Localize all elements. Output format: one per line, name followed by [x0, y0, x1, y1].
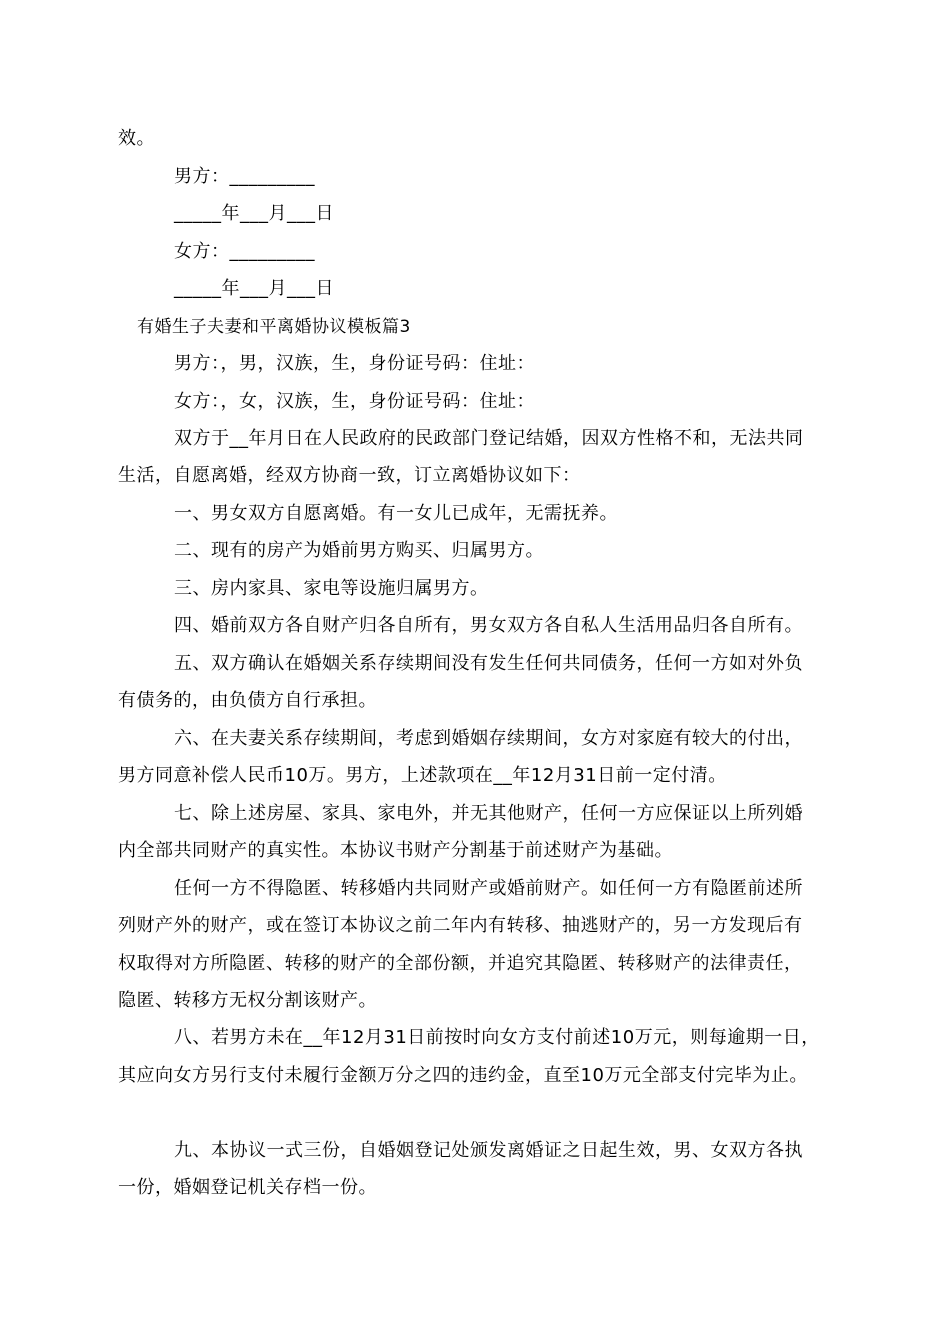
clause-9: 九、本协议一式三份，自婚姻登记处颁发离婚证之日起生效，男、女双方各执 — [174, 1140, 803, 1161]
paragraph-line: 双方于__年月日在人民政府的民政部门登记结婚，因双方性格不和，无法共同 — [174, 428, 804, 449]
clause-3: 三、房内家具、家电等设施归属男方。 — [174, 578, 489, 599]
party-female-info: 女方：，女，汉族，生，身份证号码：住址： — [174, 391, 535, 412]
clause-5-cont: 有债务的，由负债方自行承担。 — [118, 690, 377, 711]
signature-line-male: 男方：_________ — [174, 166, 315, 187]
clause-8: 八、若男方未在__年12月31日前按时向女方支付前述10万元，则每逾期一日， — [174, 1027, 820, 1048]
paragraph-line: 权取得对方所隐匿、转移的财产的全部份额，并追究其隐匿、转移财产的法律责任， — [118, 953, 803, 974]
paragraph-line: 生活，自愿离婚，经双方协商一致，订立离婚协议如下： — [118, 465, 581, 486]
party-male-info: 男方：，男，汉族，生，身份证号码：住址： — [174, 353, 535, 374]
text-line: 效。 — [118, 128, 155, 149]
clause-2: 二、现有的房产为婚前男方购买、归属男方。 — [174, 540, 544, 561]
clause-6: 六、在夫妻关系存续期间，考虑到婚姻存续期间，女方对家庭有较大的付出， — [174, 728, 803, 749]
date-line: _____年___月___日 — [174, 278, 334, 299]
clause-4: 四、婚前双方各自财产归各自所有，男女双方各自私人生活用品归各自所有。 — [174, 615, 803, 636]
paragraph-line: 隐匿、转移方无权分割该财产。 — [118, 990, 377, 1011]
clause-7: 七、除上述房屋、家具、家电外，并无其他财产，任何一方应保证以上所列婚 — [174, 803, 803, 824]
clause-5: 五、双方确认在婚姻关系存续期间没有发生任何共同债务，任何一方如对外负 — [174, 653, 803, 674]
date-line: _____年___月___日 — [174, 203, 334, 224]
paragraph-line: 列财产外的财产，或在签订本协议之前二年内有转移、抽逃财产的，另一方发现后有 — [118, 915, 803, 936]
clause-6-cont: 男方同意补偿人民币10万。男方，上述款项在__年12月31日前一定付清。 — [118, 765, 727, 786]
section-title: 有婚生子夫妻和平离婚协议模板篇3 — [137, 317, 411, 337]
clause-1: 一、男女双方自愿离婚。有一女儿已成年，无需抚养。 — [174, 503, 618, 524]
clause-9-cont: 一份，婚姻登记机关存档一份。 — [118, 1177, 377, 1198]
signature-line-female: 女方：_________ — [174, 241, 315, 262]
paragraph-line: 任何一方不得隐匿、转移婚内共同财产或婚前财产。如任何一方有隐匿前述所 — [174, 878, 803, 899]
clause-7-cont: 内全部共同财产的真实性。本协议书财产分割基于前述财产为基础。 — [118, 840, 673, 861]
clause-8-cont: 其应向女方另行支付未履行金额万分之四的违约金，直至10万元全部支付完毕为止。 — [118, 1065, 808, 1086]
